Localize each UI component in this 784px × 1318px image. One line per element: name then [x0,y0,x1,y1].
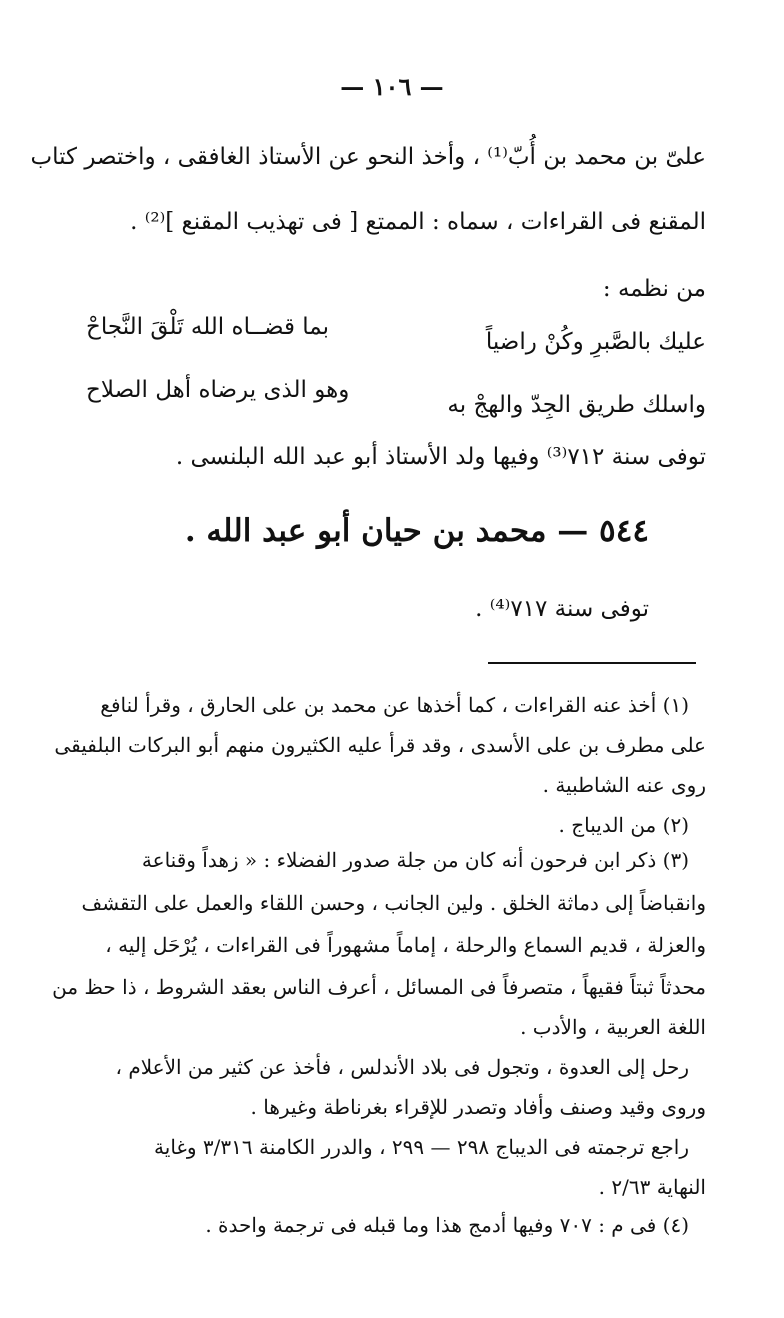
footnote-separator [488,662,696,664]
footnote-1-line-2: على مطرف بن على الأسدى ، وقد قرأ عليه الكثيرون منهم أبو البركات البلفيقى [54,733,706,757]
footnote-1-line-3: روى عنه الشاطبية . [542,773,706,797]
footnote-3-line-7: وروى وقيد وصنف وأفاد وتصدر للإقراء بغرناطة وغيرها . [250,1095,706,1119]
body-line-2: المقنع فى القراءات ، سماه : الممتع [ فى تهذيب المقنع ]⁽²⁾ . [130,209,706,235]
footnote-3-line-1: (٣) ذكر ابن فرحون أنه كان من جلة صدور الفضلاء : « زهداً وقناعة [141,848,689,872]
footnote-4: (٤) فى م : ٧٠٧ وفيها أدمج هذا وما قبله فى ترجمة واحدة . [205,1213,689,1237]
footnote-3-line-5: اللغة العربية ، والأدب . [520,1015,706,1039]
footnote-2: (٢) من الديباج . [558,813,689,837]
verse-1-second-hemistich: بما قضــاه الله تَلْقَ النَّجاحْ [86,314,330,340]
footnote-3-line-8: راجع ترجمته فى الديباج ٢٩٨ — ٢٩٩ ، والدرر الكامنة ٣/٣١٦ وغاية [154,1135,689,1159]
verse-2-second-hemistich: وهو الذى يرضاه أهل الصلاح [86,377,350,403]
poem-intro: من نظمه : [602,276,706,302]
body-line-1: علىّ بن محمد بن أُبّ⁽¹⁾ ، وأخذ النحو عن الأستاذ الغافقى ، واختصر كتاب [30,144,706,170]
footnote-1-line-1: (١) أخذ عنه القراءات ، كما أخذها عن محمد بن على الحارق ، وقرأ لنافع [100,693,689,717]
page-number: — ١٠٦ — [340,72,444,101]
footnote-3-line-2: وانقباضاً إلى دماثة الخلق . ولين الجانب ، وحسن اللقاء والعمل على التقشف [81,891,706,915]
footnote-3-line-9: النهاية ٢/٦٣ . [598,1175,706,1199]
footnote-3-line-4: محدثاً ثبتاً فقيهاً ، متصرفاً فى المسائل ، أعرف الناس بعقد الشروط ، ذا حظ من [52,975,706,999]
footnote-3-line-3: والعزلة ، قديم السماع والرحلة ، إماماً مشهوراً فى القراءات ، يُرْحَل إليه ، [105,933,706,957]
entry-heading: ٥٤٤ — محمد بن حيان أبو عبد الله . [184,513,649,549]
footnote-3-line-6: رحل إلى العدوة ، وتجول فى بلاد الأندلس ، فأخذ عن كثير من الأعلام ، [115,1055,689,1079]
verse-2-first-hemistich: واسلك طريق الجِدّ والهجْ به [447,392,706,418]
entry-death-line: توفى سنة ٧١٧⁽⁴⁾ . [475,596,649,622]
verse-1-first-hemistich: عليك بالصَّبرِ وكُنْ راضياً [485,329,706,355]
death-line: توفى سنة ٧١٢⁽³⁾ وفيها ولد الأستاذ أبو عبد الله البلنسى . [175,444,706,470]
